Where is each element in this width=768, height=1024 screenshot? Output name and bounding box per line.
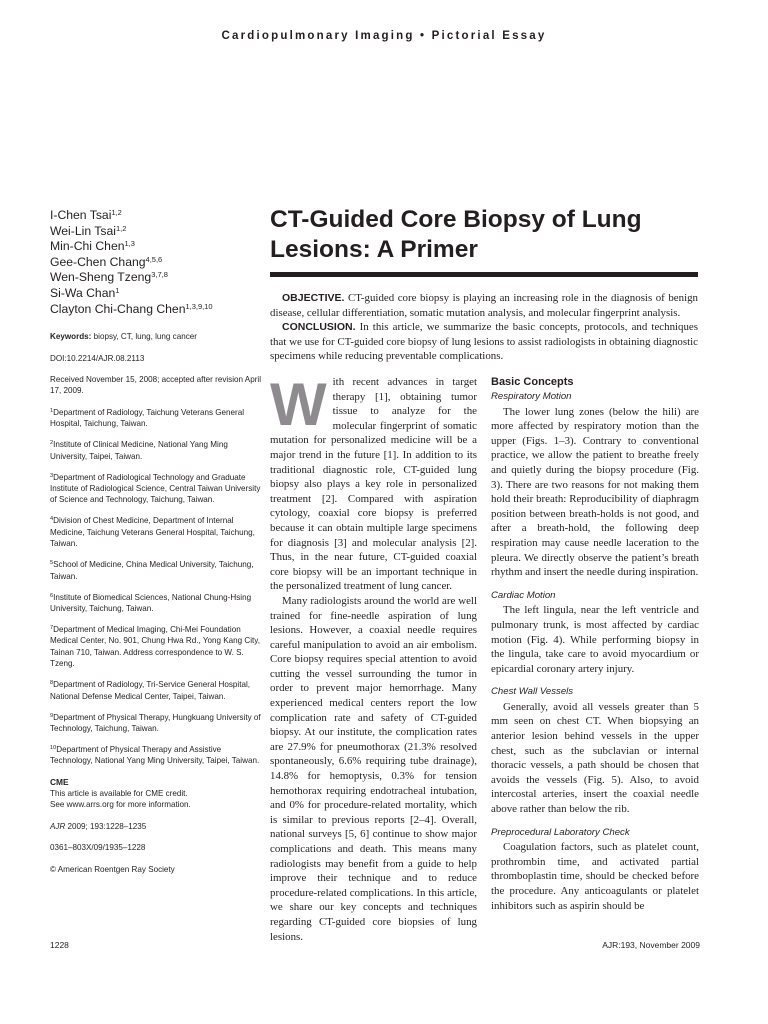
author: Si-Wa Chan$^1$	[50, 285, 120, 300]
drop-cap: W	[270, 371, 327, 438]
affiliation: $^4$Division of Chest Medicine, Department of Internal Medicine, Taichung Veterans General Hospital, Taichung, Taiwan.	[50, 516, 255, 549]
subsection-heading: Cardiac Motion	[491, 589, 556, 601]
author: Clayton Chi-Chang Chen$^{1,3,9,10}$	[50, 301, 213, 316]
article-meta	[50, 331, 262, 397]
author: Min-Chi Chen$^{1,3}$	[50, 239, 135, 254]
body-paragraph: The lower lung zones (below the hili) are more affected by respiratory motion than the upper (Figs. 1–3). Contrary to conventional practice, we allow the patient to breathe freely and quietly during the biopsy procedure (Fig. 3). There are two reasons for not making them hold their breath: Reproducibility of diaphragm position between breath-holds is not good, and after a breath-hold, the following deep respiration may cause needle laceration to the pleura. We directly observe the patient’s breath rhythm and insert the needle during inspiration.	[491, 405, 699, 579]
cme-info: This article is available for CME credit. See www.arrs.org for more information.	[50, 788, 191, 810]
affiliation: $^7$Department of Medical Imaging, Chi-Mei Foundation Medical Center, No. 901, Chung Hwa Rd., Yong Kang City, Tainan 710, Taiwan. Address correspondence to W. S. Tzeng.	[50, 625, 260, 669]
affiliation: $^{10}$Department of Physical Therapy and Assistive Technology, National Yang Ming University, Taipei, Taiwan.	[50, 745, 260, 766]
subsection-heading: Chest Wall Vessels	[491, 686, 574, 698]
body-paragraph: Coagulation factors, such as platelet count, prothrombin time, and activated partial thromboplastin time, should be checked before the procedure. Any anticoagulants or platelet inhibitors such as aspirin should be	[491, 841, 699, 912]
article-sidebar	[50, 208, 262, 885]
abstract-conclusion: CONCLUSION. In this article, we summarize the basic concepts, protocols, and techniques that we use for CT-guided core biopsy of lung lesions to assist radiologists in obtaining diagnostic specimens while reducing preventable complications.	[270, 321, 698, 363]
abstract	[270, 291, 698, 364]
copyright: © American Roentgen Ray Society	[50, 864, 175, 874]
author: Gee-Chen Chang$^{4,5,6}$	[50, 254, 163, 269]
section-header: Cardiopulmonary Imaging • Pictorial Essay	[221, 30, 547, 42]
journal-footer: AJR:193, November 2009	[602, 940, 700, 950]
body-paragraph: The left lingula, near the left ventricle and pulmonary trunk, is most affected by cardiac motion (Fig. 4). While performing biopsy in the lingula, take care to avoid myocardium or epicardial coronary artery injury.	[491, 604, 699, 675]
page-number: 1228	[50, 940, 69, 950]
section-heading: Basic Concepts	[491, 376, 574, 388]
affiliation-list	[50, 407, 262, 767]
affiliation: $^3$Department of Radiological Technology and Graduate Institute of Radiological Science, Central Taiwan University of Science and Technology, Taichung, Taiwan.	[50, 472, 261, 505]
doi: DOI:10.2214/AJR.08.2113	[50, 353, 145, 363]
body-paragraph: Many radiologists around the world are well trained for fine-needle aspiration of lung lesions. However, a coaxial needle requires careful manipulation to avoid an air embolism. Core biopsy requires special attention to avoid cutting the vessel surrounding the tumor in order to prevent major hemorrhage. Many experienced medical centers report the low complication rate and safety of CT-guided biopsy. At our institute, the complication rates are 27.9% for pneumothorax (21.3% resolved spontaneously, 6.6% requiring tube drainage), 14.8% for hemoptysis, 0.3% for tension hemothorax requiring endotracheal intubation, and 0% for procedure-related mortality, which is similar to previous reports [2–4]. Overall, national surveys [5, 6] continue to show major complications and death. This means many radiologists may benefit from a guide to help improve their technique and to reduce procedure-related complications. In this article, we share our key concepts and techniques regarding CT-guided core biopsies of lung lesions.	[270, 594, 477, 943]
author-list	[50, 208, 262, 317]
author: Wen-Sheng Tzeng$^{3,7,8}$	[50, 270, 168, 285]
citation: AJR 2009; 193:1228–1235	[50, 821, 147, 831]
subsection-heading: Preprocedural Laboratory Check	[491, 826, 630, 838]
keywords: Keywords: biopsy, CT, lung, lung cancer	[50, 332, 197, 342]
body-column-right	[491, 375, 699, 913]
cme-block	[50, 777, 262, 875]
affiliation: $^1$Department of Radiology, Taichung Veterans General Hospital, Taichung, Taiwan.	[50, 407, 245, 429]
affiliation: $^9$Department of Physical Therapy, Hungkuang University of Technology, Taichung, Taiwan.	[50, 712, 261, 734]
affiliation: $^5$School of Medicine, China Medical University, Taichung, Taiwan.	[50, 560, 254, 581]
body-column-left	[270, 371, 477, 944]
cme-title: CME	[50, 776, 69, 787]
received-date: Received November 15, 2008; accepted after revision April 17, 2009.	[50, 374, 262, 396]
affiliation: $^8$Department of Radiology, Tri-Service General Hospital, National Defense Medical Center, Taipei, Taiwan.	[50, 680, 251, 701]
body-paragraph: Generally, avoid all vessels greater than 5 mm seen on chest CT. When biopsying an anterior lesion behind vessels in the upper chest, such as the subclavian or internal thoracic vessels, a path should be chosen that avoids the vessels (Fig. 5). Also, to avoid intercostal arteries, insert the coaxial needle above rather than below the rib.	[491, 700, 699, 816]
affiliation: $^6$Institute of Biomedical Sciences, National Chung-Hsing University, Taichung, Taiwan.	[50, 592, 252, 614]
author: Wei-Lin Tsai$^{1,2}$	[50, 223, 127, 238]
title-rule	[270, 272, 698, 277]
subsection-heading: Respiratory Motion	[491, 391, 572, 402]
issn: 0361–803X/09/1935–1228	[50, 843, 146, 853]
abstract-objective: OBJECTIVE. CT-guided core biopsy is playing an increasing role in the diagnosis of benign disease, cellular differentiation, somatic mutation analysis, and molecular fingerprint analysis.	[270, 292, 698, 319]
affiliation: $^2$Institute of Clinical Medicine, National Yang Ming University, Taipei, Taiwan.	[50, 440, 228, 461]
article-title: CT-Guided Core Biopsy of Lung Lesions: A Primer	[270, 206, 642, 263]
author: I-Chen Tsai$^{1,2}$	[50, 208, 122, 222]
intro-paragraph: With recent advances in target therapy [1], obtaining tumor tissue to analyze for the molecular fingerprint of somatic mutation for personalized medicine will be a major trend in the future [1]. In addition to its traditional diagnostic role, CT-guided lung biopsy also plays a key role in personalized treatment [2]. Compared with aspiration cytology, coaxial core biopsy is preferred because it can obtain multiple large specimens for diagnosis [3] and molecular analysis [2]. Thus, in the near future, CT-guided coaxial core biopsy will be an important technique in the personalized treatment of lung cancer.	[270, 371, 477, 593]
